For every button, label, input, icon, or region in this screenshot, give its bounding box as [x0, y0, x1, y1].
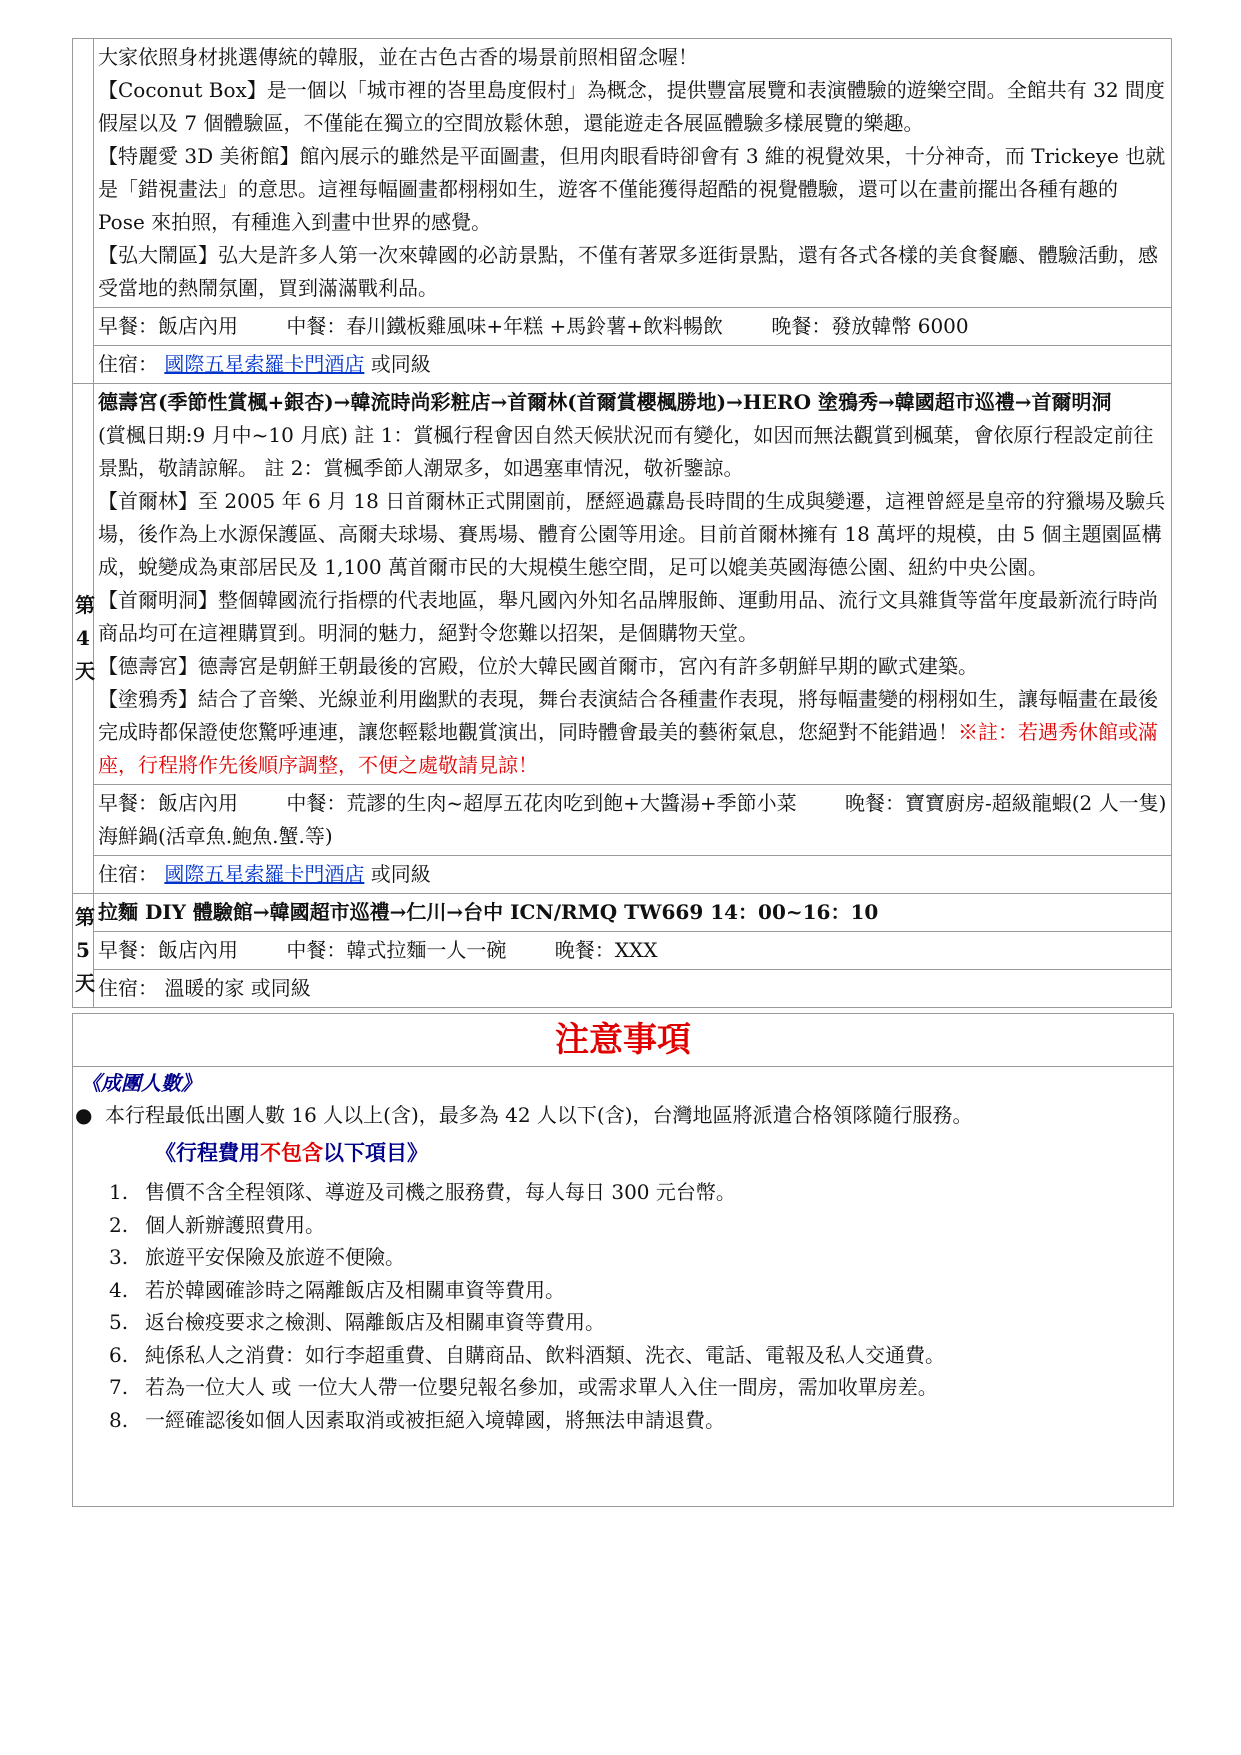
list-number: 7. — [109, 1375, 129, 1399]
notice-section — [72, 1013, 1174, 1507]
day4-description-row — [73, 384, 1172, 785]
list-text: 旅遊平安保險及旅遊不便險。 — [145, 1245, 405, 1269]
day4-description — [94, 384, 1172, 785]
graffiti-note: ※註：若遇秀休館或滿座，行程將作先後順序調整，不便之處敬請見諒！ — [98, 720, 1158, 777]
day4-label-cell — [73, 384, 94, 894]
list-number: 4. — [109, 1277, 129, 1302]
list-text: 售價不含全程領隊、導遊及司機之服務費，每人每日 300 元台幣。 — [145, 1180, 736, 1204]
list-text: 一經確認後如個人因素取消或被拒絕入境韓國，將無法申請退費。 — [145, 1407, 725, 1432]
day5-route: 拉麵 DIY 體驗館→韓國超市巡禮→仁川→台中 ICN/RMQ TW669 14：00~16：10 — [94, 894, 1172, 932]
list-item — [109, 1241, 1173, 1274]
day5-hotel-row — [73, 970, 1172, 1008]
list-text: 個人新辦護照費用。 — [145, 1212, 325, 1237]
day4-lunch: 中餐：荒謬的生肉~超厚五花肉吃到飽+大醬湯+季節小菜 — [286, 791, 797, 815]
day4-route: 德壽宮(季節性賞楓+銀杏)→韓流時尚彩粧店→首爾林(首爾賞櫻楓勝地)→HERO 塗鴉秀→韓國超市巡禮→首爾明洞 — [98, 390, 1112, 414]
hotel-label: 住宿： — [98, 862, 158, 886]
list-number: 2. — [109, 1212, 129, 1237]
day5-breakfast: 早餐：飯店內用 — [98, 938, 238, 962]
itinerary-table — [72, 38, 1172, 1008]
day-label-char: 天 — [75, 971, 95, 995]
day3-line: 【弘大鬧區】弘大是許多人第一次來韓國的必訪景點，不僅有著眾多逛街景點，還有各式各樣的美食餐廳、體驗活動，感受當地的熱鬧氛圍，買到滿滿戰利品。 — [98, 243, 1158, 300]
day-label-char: 第 — [75, 905, 95, 929]
day4-hotel-row — [73, 856, 1172, 894]
group-size-item — [75, 1099, 1173, 1132]
list-number: 8. — [109, 1407, 129, 1432]
hotel-link[interactable]: 國際五星索羅卡門酒店 — [164, 352, 365, 376]
day4-line: 【首爾林】至 2005 年 6 月 18 日首爾林正式開園前，歷經過纛島長時間的生成與變遷，這裡曾經是皇帝的狩獵場及驗兵場，後作為上水源保護區、高爾夫球場、賽馬場、體育公園等用途。目前首爾林擁有 18 萬坪的規模，由 5 個主題園區構成，蛻變成為東部居民及 1,100 萬首爾市民的大規模生態空間，足可以媲美英國海德公園、紐約中央公園。 — [98, 489, 1166, 579]
group-size-heading: 《成團人數》 — [81, 1071, 201, 1095]
day3-lunch: 中餐：春川鐵板雞風味+年糕 +馬鈴薯+飲料暢飲 — [286, 314, 723, 338]
itinerary-page — [72, 38, 1172, 1507]
hotel-label: 住宿： — [98, 976, 158, 1000]
fees-heading — [155, 1136, 1173, 1170]
hotel-link[interactable]: 國際五星索羅卡門酒店 — [164, 862, 365, 886]
day4-line: 【首爾明洞】整個韓國流行指標的代表地區，舉凡國內外知名品牌服飾、運動用品、流行文具雜貨等當年度最新流行時尚商品均可在這裡購買到。明洞的魅力，絕對令您難以招架，是個購物天堂。 — [98, 588, 1158, 645]
notice-title: 注意事項 — [73, 1014, 1173, 1067]
day3-line: 【特麗愛 3D 美術館】館內展示的雖然是平面圖畫，但用肉眼看時卻會有 3 維的視覺效果，十分神奇，而 Trickeye 也就是「錯視畫法」的意思。這裡每幅圖畫都栩栩如生，遊客不僅能獲得超酷的視覺體驗，還可以在畫前擺出各種有趣的 Pose 來拍照，有種進入到畫中世界的感覺。 — [98, 144, 1166, 234]
list-item — [109, 1209, 1173, 1242]
day4-hotel — [94, 856, 1172, 894]
day4-note: (賞楓日期:9 月中~10 月底) 註 1：賞楓行程會因自然天候狀況而有變化，如因而無法觀賞到楓葉，會依原行程設定前往景點，敬請諒解。 註 2：賞楓季節人潮眾多，如遇塞車情況，敬祈鑒諒。 — [98, 423, 1154, 480]
list-item — [109, 1404, 1173, 1437]
graffiti-text: 【塗鴉秀】結合了音樂、光線並利用幽默的表現，舞台表演結合各種畫作表現，將每幅畫變的栩栩如生，讓每幅畫在最後完成時都保證使您驚呼連連，讓您輕鬆地觀賞演出，同時體會最美的藝術氣息，您絕對不能錯過！ — [98, 687, 1158, 744]
day3-description-row — [73, 39, 1172, 308]
hotel-suffix: 或同級 — [250, 976, 311, 1000]
day-label-char: 第 — [75, 593, 95, 617]
day5-label-cell — [73, 894, 94, 1008]
day4-breakfast: 早餐：飯店內用 — [98, 791, 238, 815]
day3-line: 【Coconut Box】是一個以「城市裡的峇里島度假村」為概念，提供豐富展覽和表演體驗的遊樂空間。全館共有 32 間度假屋以及 7 個體驗區，不僅能在獨立的空間放鬆休憩，還能遊走各展區體驗多樣展覽的樂趣。 — [98, 78, 1165, 135]
list-number: 1. — [109, 1180, 129, 1204]
list-item — [109, 1176, 1173, 1209]
list-number: 5. — [109, 1310, 129, 1334]
day4-meals-row — [73, 785, 1172, 856]
list-text: 若於韓國確診時之隔離飯店及相關車資等費用。 — [145, 1277, 565, 1302]
day3-meals — [94, 308, 1172, 346]
day3-hotel — [94, 346, 1172, 384]
fees-list — [73, 1176, 1173, 1436]
day3-description — [94, 39, 1172, 308]
day4-dinner: 晚餐：寶寶廚房-超級龍蝦(2 人一隻)海鮮鍋(活章魚.鮑魚.蟹.等) — [98, 791, 1167, 848]
hotel-label: 住宿： — [98, 352, 158, 376]
day5-meals — [94, 932, 1172, 970]
fees-heading-a: 《行程費用 — [155, 1140, 260, 1165]
day4-line: 【德壽宮】德壽宮是朝鮮王朝最後的宮殿，位於大韓民國首爾市，宮內有許多朝鮮早期的歐式建築。 — [98, 654, 978, 678]
day3-line: 大家依照身材挑選傳統的韓服，並在古色古香的場景前照相留念喔！ — [98, 45, 698, 69]
day5-hotel — [94, 970, 1172, 1008]
day5-dinner: 晚餐：XXX — [554, 938, 658, 962]
day3-hotel-row — [73, 346, 1172, 384]
day3-meals-row — [73, 308, 1172, 346]
day5-lunch: 中餐：韓式拉麵一人一碗 — [286, 938, 507, 962]
day-label-char: 天 — [75, 659, 95, 683]
day5-route-row — [73, 894, 1172, 932]
bullet-icon: ● — [75, 1103, 93, 1127]
day-label-char: 5 — [76, 938, 90, 962]
fees-heading-b: 不包含 — [260, 1140, 323, 1165]
day3-dinner: 晚餐：發放韓幣 6000 — [771, 314, 969, 338]
day3-breakfast: 早餐：飯店內用 — [98, 314, 238, 338]
list-item — [109, 1371, 1173, 1404]
list-number: 3. — [109, 1245, 129, 1269]
list-number: 6. — [109, 1342, 129, 1367]
day4-meals — [94, 785, 1172, 856]
list-item — [109, 1274, 1173, 1307]
list-text: 若為一位大人 或 一位大人帶一位嬰兒報名參加，或需求單人入住一間房，需加收單房差。 — [145, 1375, 938, 1399]
hotel-suffix: 或同級 — [370, 352, 431, 376]
day4-line — [98, 683, 1167, 782]
list-item — [109, 1306, 1173, 1339]
day-label-char: 4 — [76, 626, 90, 650]
fees-heading-c: 以下項目》 — [323, 1140, 428, 1165]
list-item — [109, 1339, 1173, 1372]
hotel-name: 溫暖的家 — [164, 976, 245, 1000]
list-text: 返台檢疫要求之檢測、隔離飯店及相關車資等費用。 — [145, 1310, 605, 1334]
list-text: 純係私人之消費：如行李超重費、自購商品、飲料酒類、洗衣、電話、電報及私人交通費。 — [145, 1342, 945, 1367]
hotel-suffix: 或同級 — [370, 862, 431, 886]
day5-meals-row — [73, 932, 1172, 970]
day3-label-cell — [73, 39, 94, 384]
group-size-text: 本行程最低出團人數 16 人以上(含)，最多為 42 人以下(含)，台灣地區將派遣合格領隊隨行服務。 — [105, 1103, 973, 1127]
